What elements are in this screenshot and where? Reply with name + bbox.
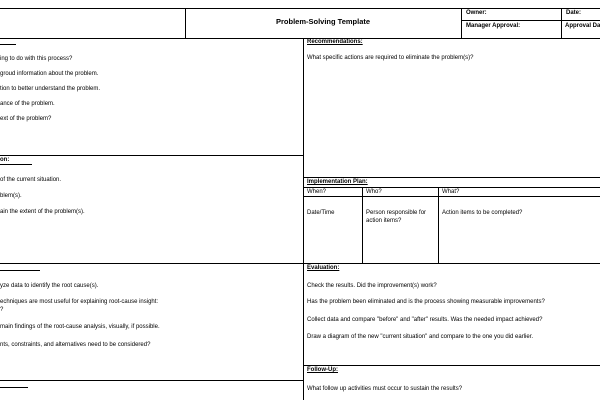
owner-label: Owner:: [466, 10, 487, 16]
manager-approval-label: Manager Approval:: [466, 23, 521, 29]
s3-line-4: main findings of the root-cause analysis, visually, if possible.: [0, 324, 160, 330]
header-bottom-line: [0, 38, 600, 39]
header-mid-line: [461, 20, 600, 21]
s2-line-1: of the current situation.: [0, 177, 62, 183]
s1-line-2: groud information about the problem.: [0, 71, 99, 77]
evaluation-line-4: Draw a diagram of the new "current situation" and compare to the one you did earlier.: [307, 334, 534, 340]
follow-up-heading: Follow-Up:: [307, 367, 338, 373]
left-divider-2: [0, 263, 303, 264]
who-column-header: Who?: [366, 189, 382, 195]
s3-line-2: echniques are most useful for explaining root-cause insight:: [0, 299, 159, 305]
when-value: Date/Time: [307, 210, 335, 216]
s2-line-2: blem(s).: [0, 193, 22, 199]
header-divider-date: [561, 8, 562, 38]
evaluation-line-2: Has the problem been eliminated and is the process showing measurable improvements?: [307, 299, 545, 305]
right-divider-impl: [303, 177, 600, 178]
evaluation-line-1: Check the results. Did the improvement(s) work?: [307, 283, 437, 289]
approval-date-label: Approval Da: [565, 23, 600, 29]
title-box-left-border: [185, 8, 186, 38]
what-value: Action items to be completed?: [442, 210, 523, 216]
left-divider-3: [0, 380, 303, 381]
left-heading-underline-1: [0, 44, 16, 45]
s3-line-1: yze data to identify the root cause(s).: [0, 283, 99, 289]
implementation-plan-heading: Implementation Plan:: [307, 179, 368, 185]
s1-line-3: tion to better understand the problem.: [0, 86, 101, 92]
s1-line-4: ance of the problem.: [0, 101, 55, 107]
recommendations-heading: Recommendations:: [307, 39, 363, 45]
s1-line-1: ing to do with this process?: [0, 56, 73, 62]
when-column-header: When?: [307, 189, 327, 195]
who-value-line-2: action items?: [366, 218, 402, 224]
follow-up-question: What follow up activities must occur to sustain the results?: [307, 386, 463, 392]
impl-header-line-top: [303, 187, 600, 188]
right-divider-followup: [303, 365, 600, 366]
what-column-header: What?: [442, 189, 460, 195]
s2-heading-underline: [0, 164, 32, 165]
center-divider: [303, 38, 304, 400]
s3-line-3: ?: [0, 307, 4, 313]
left-divider-1: [0, 155, 303, 156]
page-title: Problem-Solving Template: [276, 17, 371, 26]
impl-header-line-bottom: [303, 196, 600, 197]
header-divider-owner: [461, 8, 462, 38]
impl-col-divider-1: [362, 187, 363, 263]
s3-heading-underline: [0, 270, 40, 271]
s1-line-5: ext of the problem?: [0, 116, 52, 122]
s2-heading: on:: [0, 157, 10, 163]
top-border: [0, 8, 600, 9]
s2-line-3: ain the extent of the problem(s).: [0, 209, 85, 215]
right-divider-eval: [303, 263, 600, 264]
evaluation-heading: Evaluation:: [307, 265, 340, 271]
evaluation-line-3: Collect data and compare "before" and "after" results. Was the needed impact achieved?: [307, 317, 543, 323]
date-label: Date:: [566, 10, 582, 16]
impl-col-divider-2: [438, 187, 439, 263]
s3-line-5: nts, constraints, and alternatives need to be considered?: [0, 342, 151, 348]
s4-heading-underline: [0, 387, 28, 388]
recommendations-question: What specific actions are required to eliminate the problem(s)?: [307, 55, 474, 61]
who-value-line-1: Person responsible for: [366, 210, 427, 216]
